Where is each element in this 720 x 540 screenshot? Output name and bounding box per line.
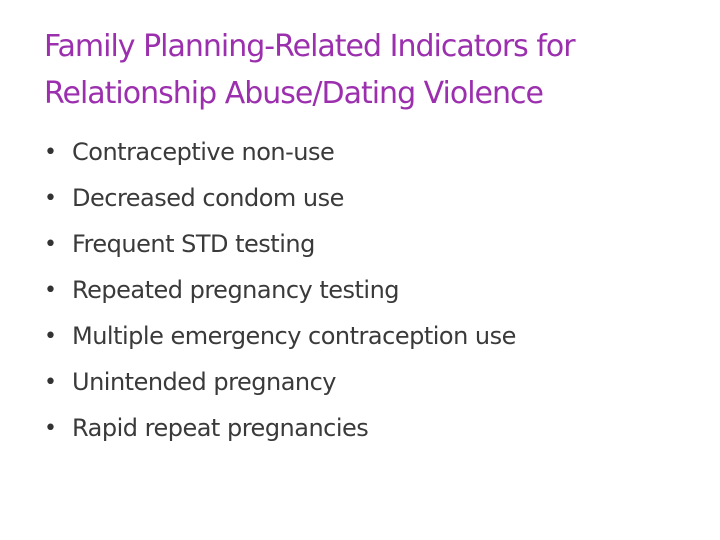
bullet-text: Multiple emergency contraception use (72, 322, 516, 350)
bullet-dot-icon: • (44, 231, 57, 257)
slide-title (44, 23, 704, 117)
bullet-list (44, 129, 694, 451)
bullet-text: Repeated pregnancy testing (72, 276, 400, 304)
bullet-text: Frequent STD testing (72, 230, 315, 258)
bullet-item (44, 359, 694, 405)
bullet-dot-icon: • (44, 277, 57, 303)
bullet-dot-icon: • (44, 369, 57, 395)
bullet-item (44, 129, 694, 175)
bullet-dot-icon: • (44, 323, 57, 349)
bullet-text: Unintended pregnancy (72, 368, 337, 396)
slide-title-line-1: Family Planning-Related Indicators for (44, 29, 575, 64)
bullet-dot-icon: • (44, 139, 57, 165)
bullet-dot-icon: • (44, 415, 57, 441)
slide-title-line-2: Relationship Abuse/Dating Violence (44, 76, 543, 111)
bullet-text: Rapid repeat pregnancies (72, 414, 369, 442)
bullet-item (44, 175, 694, 221)
bullet-item (44, 267, 694, 313)
bullet-text: Contraceptive non-use (72, 138, 335, 166)
bullet-item (44, 405, 694, 451)
bullet-item (44, 221, 694, 267)
bullet-text: Decreased condom use (72, 184, 344, 212)
bullet-item (44, 313, 694, 359)
bullet-dot-icon: • (44, 185, 57, 211)
